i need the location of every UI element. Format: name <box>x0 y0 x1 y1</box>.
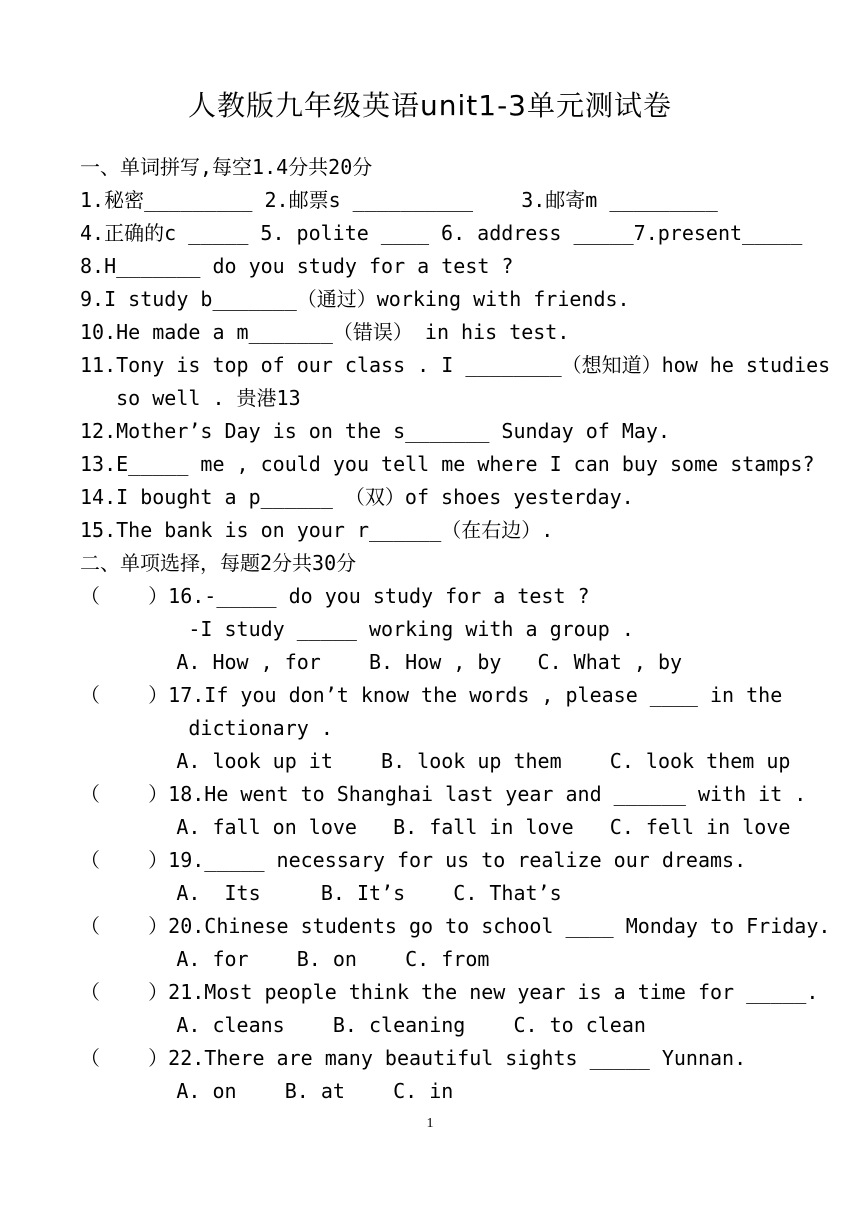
question-18-options: A. fall on love B. fall in love C. fell in love <box>80 815 791 839</box>
question-19-options: A. Its B. It’s C. That’s <box>80 881 562 905</box>
question-22: （ ）22.There are many beautiful sights _____ Yunnan. <box>80 1046 747 1070</box>
page-number: 1 <box>426 1116 434 1131</box>
question-11-cont: so well . 贵港13 <box>80 386 301 410</box>
question-1-3: 1.秘密_________ 2.邮票s __________ 3.邮寄m _________ <box>80 188 718 212</box>
page-title: 人教版九年级英语unit1-3单元测试卷 <box>188 89 672 122</box>
question-12: 12.Mother’s Day is on the s_______ Sunday of May. <box>80 419 671 443</box>
question-19: （ ）19._____ necessary for us to realize our dreams. <box>80 848 747 872</box>
question-18: （ ）18.He went to Shanghai last year and ______ with it . <box>80 782 807 806</box>
section-2-heading: 二、单项选择，每题2分共30分 <box>80 551 357 575</box>
question-16-options: A. How , for B. How , by C. What , by <box>80 650 683 674</box>
question-13: 13.E_____ me , could you tell me where I can buy some stamps? <box>80 452 815 476</box>
question-20-options: A. for B. on C. from <box>80 947 490 971</box>
question-11: 11.Tony is top of our class . I ________（想知道）how he studies <box>80 353 831 377</box>
section-1-heading: 一、单词拼写,每空1.4分共20分 <box>80 155 373 179</box>
question-21-options: A. cleans B. cleaning C. to clean <box>80 1013 646 1037</box>
question-20: （ ）20.Chinese students go to school ____ Monday to Friday. <box>80 914 831 938</box>
question-14: 14.I bought a p______ （双）of shoes yesterday. <box>80 485 634 509</box>
question-16: （ ）16.-_____ do you study for a test ? <box>80 584 590 608</box>
question-17-options: A. look up it B. look up them C. look them up <box>80 749 791 773</box>
question-22-options: A. on B. at C. in <box>80 1079 454 1103</box>
question-8: 8.H_______ do you study for a test ? <box>80 254 514 278</box>
question-9: 9.I study b_______（通过）working with friends. <box>80 287 630 311</box>
question-21: （ ）21.Most people think the new year is a time for _____. <box>80 980 819 1004</box>
question-17: （ ）17.If you don’t know the words , please ____ in the <box>80 683 783 707</box>
question-10: 10.He made a m_______（错误） in his test. <box>80 320 570 344</box>
question-15: 15.The bank is on your r______（在右边）. <box>80 518 554 542</box>
question-17-line2: dictionary . <box>80 716 333 740</box>
question-4-7: 4.正确的c _____ 5. polite ____ 6. address _____7.present_____ <box>80 221 803 245</box>
question-16-line2: -I study _____ working with a group . <box>80 617 634 641</box>
